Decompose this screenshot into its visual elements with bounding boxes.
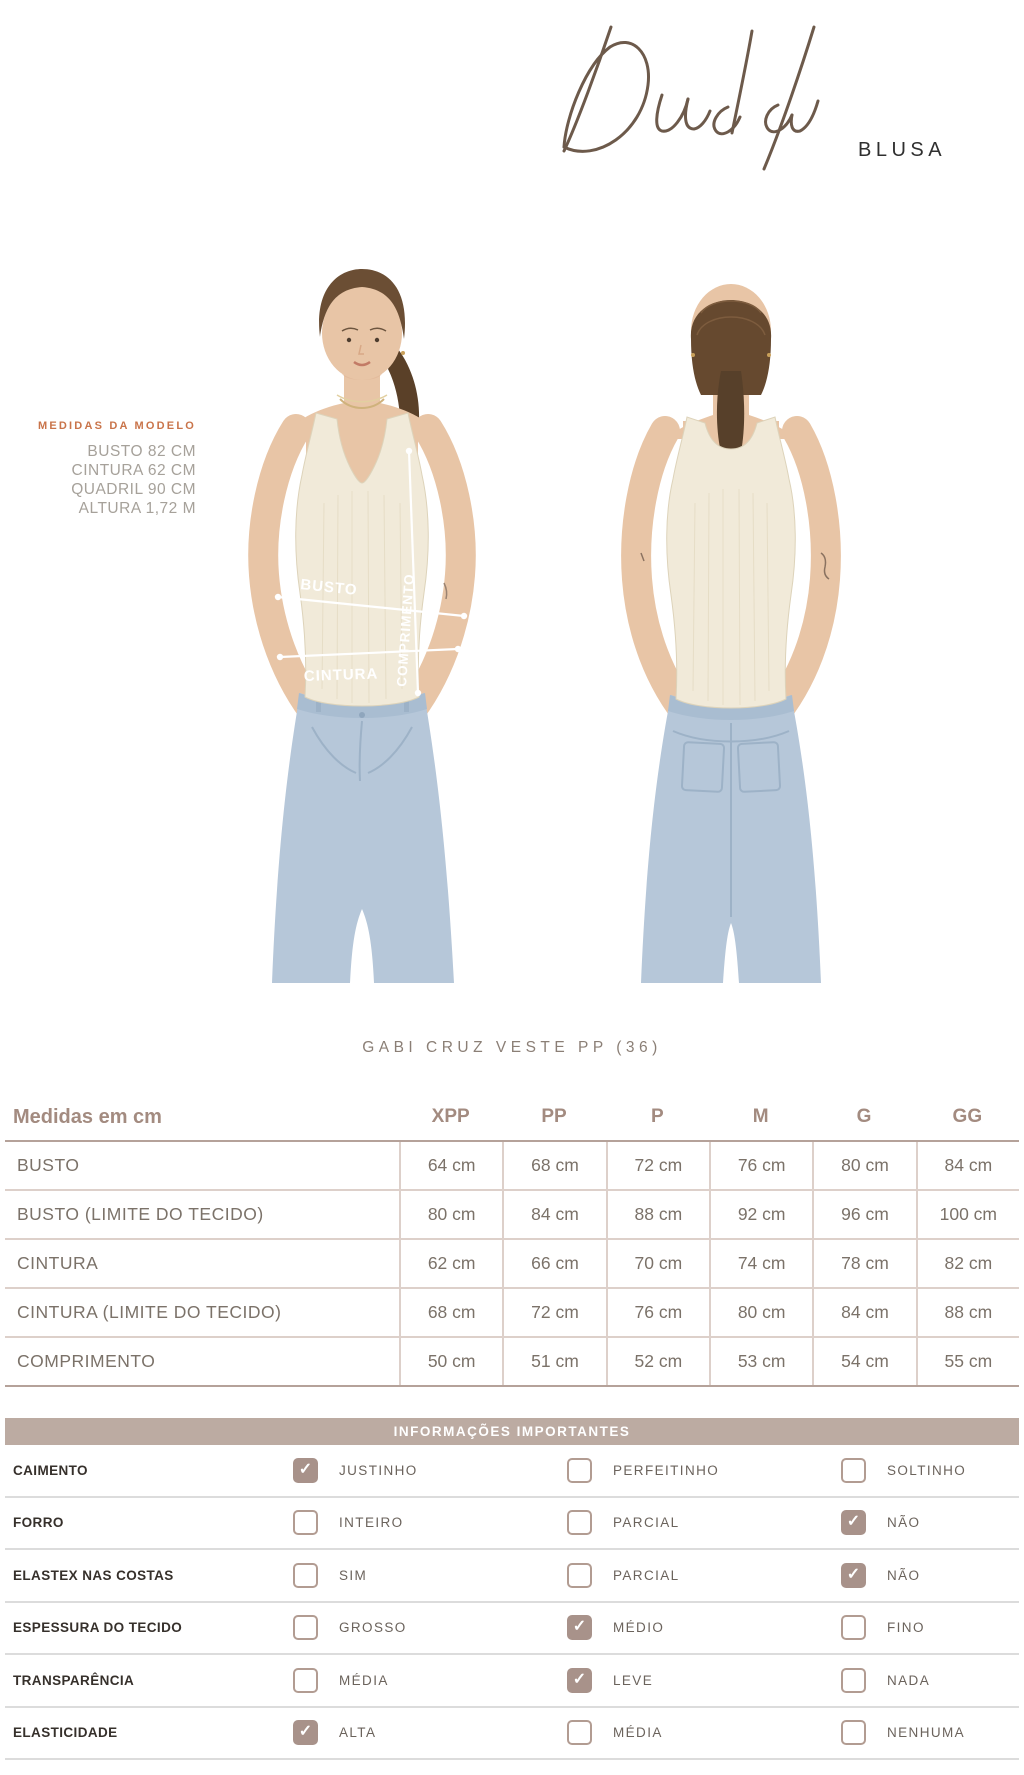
- checkbox-unchecked-icon[interactable]: [567, 1720, 592, 1745]
- size-table-row: [5, 1142, 1019, 1191]
- size-row-label: CINTURA (LIMITE DO TECIDO): [17, 1302, 282, 1322]
- size-cell: 82 cm: [916, 1240, 1019, 1287]
- info-option-label: GROSSO: [339, 1620, 407, 1636]
- size-cell: 62 cm: [399, 1240, 502, 1287]
- checkbox-unchecked-icon[interactable]: [293, 1668, 318, 1693]
- size-cell: 54 cm: [812, 1338, 915, 1385]
- size-row-label: BUSTO: [17, 1155, 80, 1175]
- model-photo-front: [166, 253, 540, 983]
- size-cell: 80 cm: [399, 1191, 502, 1238]
- info-row: [5, 1655, 1019, 1708]
- checkbox-unchecked-icon[interactable]: [567, 1458, 592, 1483]
- size-cell: 76 cm: [606, 1289, 709, 1336]
- size-cell: 55 cm: [916, 1338, 1019, 1385]
- info-option: [293, 1668, 567, 1693]
- info-option: [841, 1720, 1019, 1745]
- info-option: [293, 1615, 567, 1640]
- size-table-body: [5, 1142, 1019, 1387]
- info-option-label: MÉDIA: [339, 1672, 389, 1688]
- info-row: [5, 1603, 1019, 1656]
- model-measurement-line: CINTURA 62 CM: [71, 462, 196, 479]
- model-photo-back: [545, 253, 911, 983]
- checkbox-checked-icon[interactable]: ✓: [567, 1615, 592, 1640]
- size-cell: 88 cm: [606, 1191, 709, 1238]
- info-option-label: MÉDIA: [613, 1725, 663, 1741]
- info-option-label: SIM: [339, 1567, 368, 1583]
- important-info-rows: [5, 1445, 1019, 1760]
- info-option-label: JUSTINHO: [339, 1462, 418, 1478]
- size-cell: 92 cm: [709, 1191, 812, 1238]
- info-row-label: ESPESSURA DO TECIDO: [13, 1620, 183, 1636]
- model-measurements-heading: MEDIDAS DA MODELO: [38, 420, 196, 432]
- info-option: [293, 1563, 567, 1588]
- info-option-label: PARCIAL: [613, 1567, 680, 1583]
- important-info-title: INFORMAÇÕES IMPORTANTES: [393, 1424, 631, 1439]
- info-option: [841, 1563, 1019, 1588]
- size-cell: 100 cm: [916, 1191, 1019, 1238]
- info-option: [841, 1668, 1019, 1693]
- checkbox-unchecked-icon[interactable]: [567, 1563, 592, 1588]
- size-table-header: [5, 1094, 1019, 1142]
- size-cell: 53 cm: [709, 1338, 812, 1385]
- size-cell: 84 cm: [812, 1289, 915, 1336]
- model-measurement-line: QUADRIL 90 CM: [71, 481, 196, 498]
- size-row-label: CINTURA: [17, 1253, 99, 1273]
- size-table-row: [5, 1338, 1019, 1387]
- info-option-label: PERFEITINHO: [613, 1462, 720, 1478]
- bust-annotation-label: BUSTO: [299, 576, 359, 599]
- info-option: [293, 1458, 567, 1483]
- info-option-label: ALTA: [339, 1725, 377, 1741]
- size-cell: 78 cm: [812, 1240, 915, 1287]
- size-cell: 50 cm: [399, 1338, 502, 1385]
- info-option-label: LEVE: [613, 1672, 654, 1688]
- checkbox-checked-icon[interactable]: ✓: [293, 1720, 318, 1745]
- info-row: [5, 1550, 1019, 1603]
- size-cell: 88 cm: [916, 1289, 1019, 1336]
- length-annotation-label: COMPRIMENTO: [394, 572, 417, 688]
- model-measurement-line: BUSTO 82 CM: [87, 443, 196, 460]
- checkbox-unchecked-icon[interactable]: [293, 1563, 318, 1588]
- checkbox-checked-icon[interactable]: ✓: [293, 1458, 318, 1483]
- size-column-header: P: [650, 1106, 664, 1127]
- size-cell: 64 cm: [399, 1142, 502, 1189]
- checkbox-unchecked-icon[interactable]: [293, 1615, 318, 1640]
- size-row-label: COMPRIMENTO: [17, 1351, 156, 1371]
- product-category-label: BLUSA: [858, 139, 947, 161]
- info-option: [841, 1615, 1019, 1640]
- size-cell: 52 cm: [606, 1338, 709, 1385]
- waist-annotation-label: CINTURA: [303, 665, 379, 685]
- info-row-label: ELASTICIDADE: [13, 1725, 118, 1741]
- brand-logo-text: [0, 0, 1, 1]
- size-column-header: PP: [541, 1106, 567, 1127]
- size-column-header: G: [856, 1106, 872, 1127]
- info-option: [567, 1615, 841, 1640]
- size-table-row: [5, 1289, 1019, 1338]
- model-measurement-line: ALTURA 1,72 M: [78, 500, 196, 517]
- checkbox-unchecked-icon[interactable]: [841, 1720, 866, 1745]
- info-option: [567, 1510, 841, 1535]
- info-row: [5, 1498, 1019, 1551]
- info-option-label: MÉDIO: [613, 1620, 665, 1636]
- checkbox-unchecked-icon[interactable]: [567, 1510, 592, 1535]
- info-option: [567, 1720, 841, 1745]
- info-row-label: CAIMENTO: [13, 1462, 88, 1478]
- size-cell: 66 cm: [502, 1240, 605, 1287]
- info-option-label: NÃO: [887, 1515, 921, 1531]
- size-column-header: XPP: [431, 1106, 470, 1127]
- checkbox-unchecked-icon[interactable]: [841, 1458, 866, 1483]
- info-option-label: NÃO: [887, 1567, 921, 1583]
- checkbox-checked-icon[interactable]: ✓: [841, 1563, 866, 1588]
- checkbox-unchecked-icon[interactable]: [841, 1615, 866, 1640]
- size-cell: 72 cm: [606, 1142, 709, 1189]
- size-column-header: GG: [952, 1106, 983, 1127]
- size-cell: 84 cm: [502, 1191, 605, 1238]
- size-cell: 70 cm: [606, 1240, 709, 1287]
- info-option: [293, 1510, 567, 1535]
- info-option: [841, 1510, 1019, 1535]
- model-size-caption: GABI CRUZ VESTE PP (36): [362, 1039, 662, 1056]
- size-cell: 72 cm: [502, 1289, 605, 1336]
- checkbox-checked-icon[interactable]: ✓: [841, 1510, 866, 1535]
- info-option: [567, 1668, 841, 1693]
- info-option-label: NENHUMA: [887, 1725, 966, 1741]
- info-option-label: INTEIRO: [339, 1515, 404, 1531]
- size-table-title: Medidas em cm: [13, 1105, 162, 1128]
- info-row: [5, 1445, 1019, 1498]
- size-table: [5, 1094, 1019, 1387]
- size-row-label: BUSTO (LIMITE DO TECIDO): [17, 1204, 264, 1224]
- checkbox-checked-icon[interactable]: ✓: [567, 1668, 592, 1693]
- size-column-header: M: [752, 1106, 769, 1127]
- size-cell: 74 cm: [709, 1240, 812, 1287]
- info-option-label: SOLTINHO: [887, 1462, 967, 1478]
- info-option: [841, 1458, 1019, 1483]
- info-option: [567, 1458, 841, 1483]
- size-cell: 96 cm: [812, 1191, 915, 1238]
- size-cell: 68 cm: [399, 1289, 502, 1336]
- size-table-row: [5, 1191, 1019, 1240]
- size-cell: 51 cm: [502, 1338, 605, 1385]
- info-option-label: NADA: [887, 1672, 931, 1688]
- checkbox-unchecked-icon[interactable]: [293, 1510, 318, 1535]
- checkbox-unchecked-icon[interactable]: [841, 1668, 866, 1693]
- size-cell: 76 cm: [709, 1142, 812, 1189]
- size-cell: 84 cm: [916, 1142, 1019, 1189]
- info-row: [5, 1708, 1019, 1761]
- info-row-label: TRANSPARÊNCIA: [13, 1672, 135, 1688]
- important-info-title-bar: [5, 1418, 1019, 1445]
- size-cell: 68 cm: [502, 1142, 605, 1189]
- info-option: [567, 1563, 841, 1588]
- info-option-label: FINO: [887, 1620, 925, 1636]
- brand-logo-signature: [556, 20, 900, 172]
- info-option: [293, 1720, 567, 1745]
- info-option-label: PARCIAL: [613, 1515, 680, 1531]
- info-row-label: ELASTEX NAS COSTAS: [13, 1567, 174, 1583]
- size-cell: 80 cm: [709, 1289, 812, 1336]
- size-cell: 80 cm: [812, 1142, 915, 1189]
- size-table-row: [5, 1240, 1019, 1289]
- info-row-label: FORRO: [13, 1515, 64, 1531]
